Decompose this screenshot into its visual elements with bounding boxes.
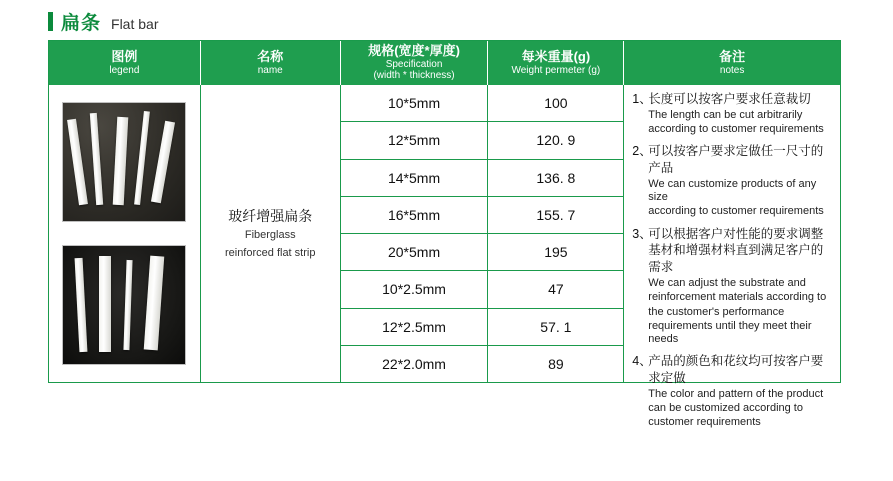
table-header-weight — [488, 41, 624, 85]
note-number: 4、 — [632, 354, 652, 369]
note-number: 3、 — [632, 226, 652, 241]
notes-cell — [624, 85, 840, 429]
note-en-line2: according to customer requirements — [648, 205, 824, 218]
note-item — [632, 91, 832, 136]
table-row: 22*2.0mm — [382, 355, 446, 372]
header-notes-cn: 备注 — [719, 48, 746, 64]
note-item — [632, 353, 832, 429]
table-row: 10*2.5mm — [341, 271, 488, 308]
note-item — [632, 143, 832, 218]
header-name-en: name — [257, 64, 283, 76]
table-row: 20*5mm — [341, 234, 488, 271]
header-legend-en: legend — [109, 64, 140, 76]
table-row: 89 — [548, 355, 564, 372]
table-row: 16*5mm — [341, 197, 488, 234]
table-header-legend — [49, 41, 201, 85]
note-cn: 产品的颜色和花纹均可按客户要求定做 — [648, 354, 824, 385]
product-name-en-line1: Fiberglass — [244, 229, 296, 242]
table-row: 195 — [488, 234, 623, 271]
legend-photo-2 — [62, 245, 186, 365]
note-cn: 长度可以按客户要求任意裁切 — [648, 92, 811, 106]
header-legend-cn: 图例 — [111, 48, 138, 64]
note-en-line1: The color and pattern of the product — [648, 387, 824, 400]
note-number: 2、 — [632, 144, 652, 159]
table-header-specification — [341, 41, 489, 85]
legend-photo-1 — [62, 102, 186, 222]
weight-column — [488, 85, 624, 382]
legend-cell — [49, 85, 201, 382]
table-header-notes — [624, 41, 840, 85]
table-row: 57. 1 — [488, 309, 623, 346]
product-name-cn: 玻纤增强扁条 — [228, 208, 313, 225]
note-en-line1: We can adjust the substrate and — [648, 277, 806, 290]
table-row: 12*5mm — [341, 122, 488, 159]
note-en-line2: reinforcement materials according to — [648, 291, 827, 304]
table-row: 47 — [488, 271, 623, 308]
table-row: 155. 7 — [488, 197, 623, 234]
note-item — [632, 226, 832, 347]
table-row: 14*5mm — [341, 160, 488, 197]
product-name-en-line2: reinforced flat strip — [224, 246, 316, 259]
table-row: 136. 8 — [488, 160, 623, 197]
header-notes-en: notes — [719, 64, 745, 76]
page-title — [48, 8, 158, 35]
note-number: 1、 — [632, 92, 652, 106]
note-en-line3: the customer's performance — [648, 305, 785, 318]
header-weight-en: Weight permeter (g) — [511, 64, 601, 76]
table-row: 120. 9 — [488, 122, 623, 159]
note-en-line3: customer requirements — [648, 416, 761, 429]
page-title-cn: 扁条 — [61, 13, 102, 34]
spec-table — [48, 40, 841, 429]
table-row: 10*5mm — [341, 85, 488, 122]
title-accent-bar — [48, 12, 53, 31]
table-header-row — [49, 41, 840, 85]
note-en-line4: requirements until they meet their needs — [648, 319, 812, 345]
product-name-cell — [201, 85, 341, 382]
note-en-line1: We can customize products of any size — [648, 178, 817, 204]
specification-column — [341, 85, 489, 382]
note-en-line2: can be customized according to — [648, 402, 803, 415]
header-spec-en-line1: Specification — [385, 58, 443, 70]
table-row: 12*2.5mm — [341, 309, 488, 346]
note-en-line1: The length can be cut arbitrarily — [648, 108, 803, 121]
table-row: 100 — [488, 85, 623, 122]
note-cn: 可以按客户要求定做任一尺寸的产品 — [648, 144, 824, 176]
note-en-line2: according to customer requirements — [648, 123, 824, 136]
table-body — [49, 85, 840, 429]
header-name-cn: 名称 — [257, 48, 284, 64]
header-spec-cn: 规格(宽度*厚度) — [368, 43, 460, 59]
header-spec-en-line2: (width * thickness) — [373, 70, 455, 82]
note-cn: 可以根据客户对性能的要求调整基材和增强材料直到满足客户的需求 — [648, 226, 824, 275]
table-header-name — [201, 41, 341, 85]
page-title-en: Flat bar — [111, 16, 159, 32]
header-weight-cn: 每米重量(g) — [521, 48, 591, 64]
